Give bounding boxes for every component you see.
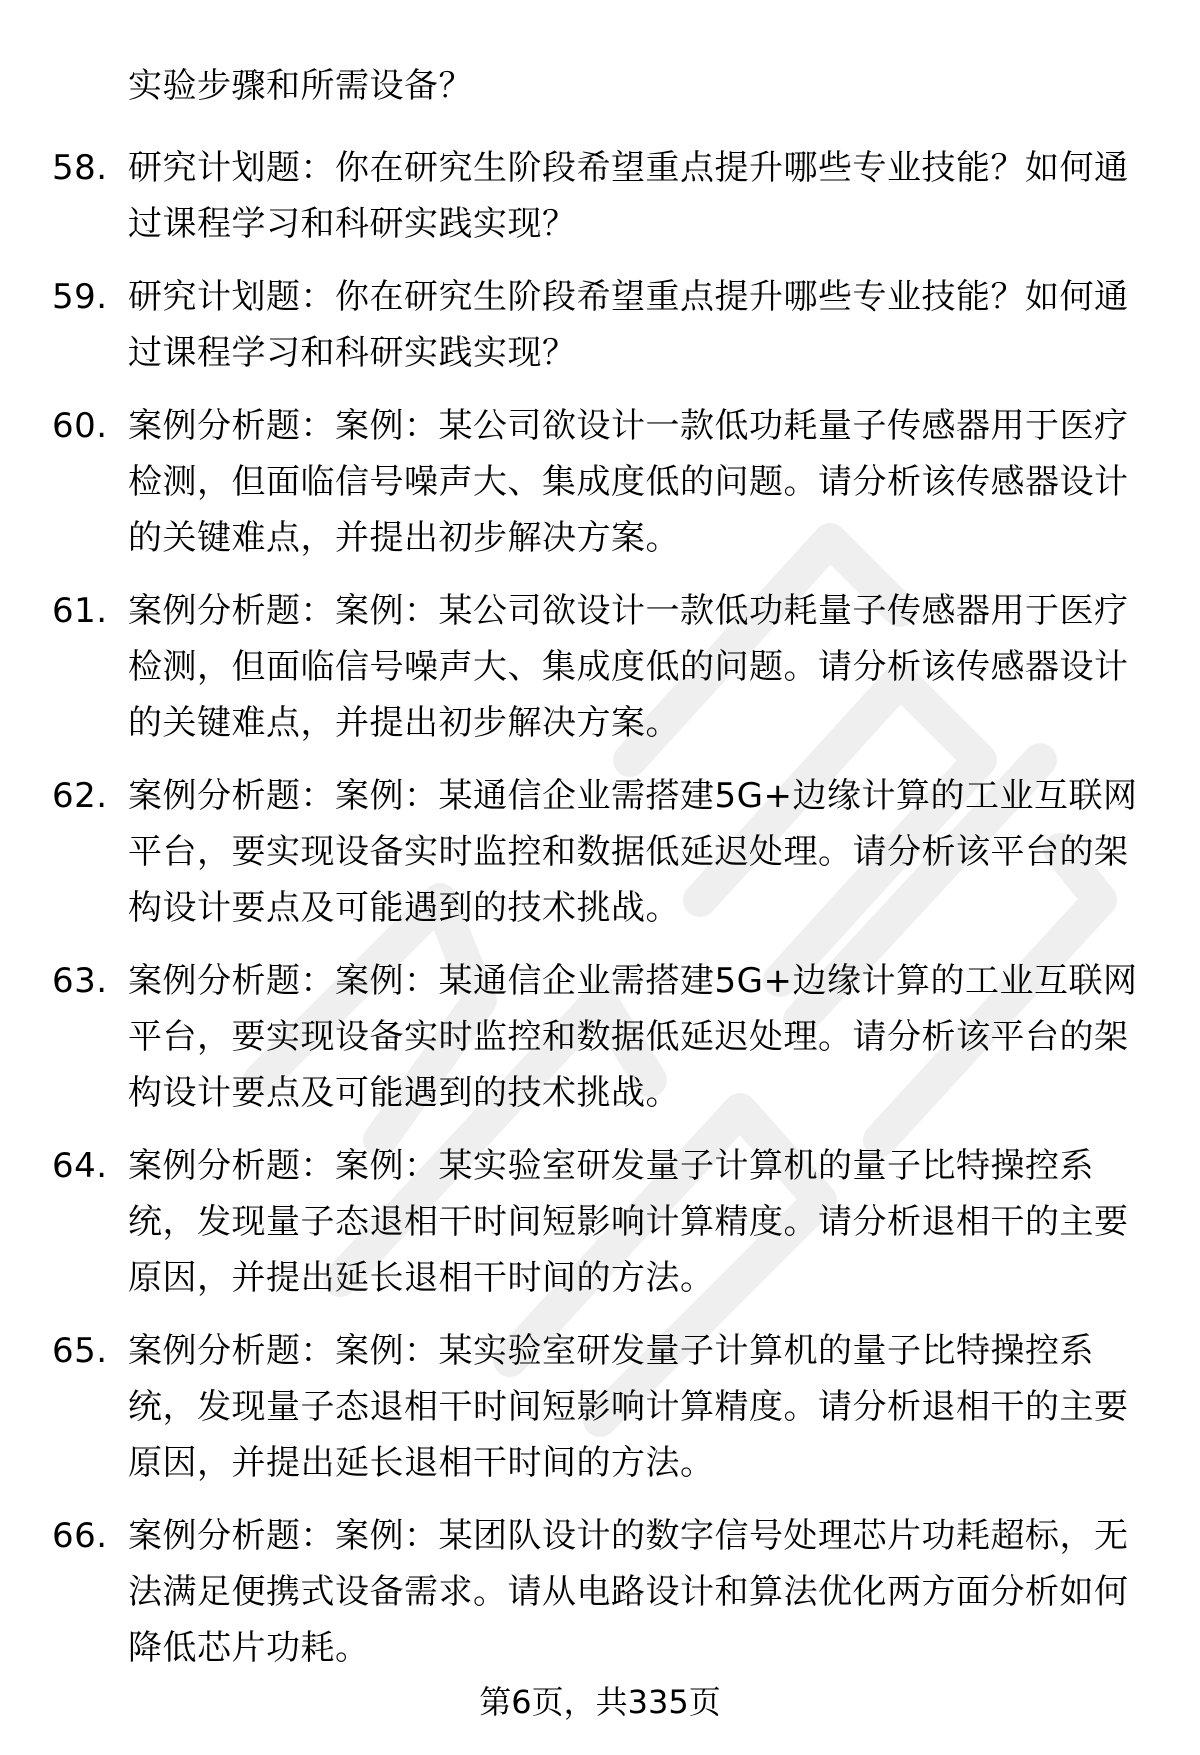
- question-text: 案例分析题：案例：某团队设计的数字信号处理芯片功耗超标，无法满足便携式设备需求。请从电路设计和算法优化两方面分析如何降低芯片功耗。: [128, 1516, 1129, 1668]
- question-text: 案例分析题：案例：某公司欲设计一款低功耗量子传感器用于医疗检测，但面临信号噪声大、集成度低的问题。请分析该传感器设计的关键难点，并提出初步解决方案。: [128, 406, 1129, 558]
- question-item: [52, 398, 1140, 566]
- question-number: 60.: [52, 406, 108, 446]
- question-item: [52, 583, 1140, 751]
- question-text: 案例分析题：案例：某通信企业需搭建5G+边缘计算的工业互联网平台，要实现设备实时监控和数据低延迟处理。请分析该平台的架构设计要点及可能遇到的技术挑战。: [128, 961, 1138, 1113]
- question-text: 案例分析题：案例：某公司欲设计一款低功耗量子传感器用于医疗检测，但面临信号噪声大、集成度低的问题。请分析该传感器设计的关键难点，并提出初步解决方案。: [128, 591, 1129, 743]
- question-text: 研究计划题：你在研究生阶段希望重点提升哪些专业技能？如何通过课程学习和科研实践实现？: [128, 148, 1129, 244]
- question-number: 65.: [52, 1331, 108, 1371]
- question-number: 58.: [52, 148, 108, 188]
- question-text: 研究计划题：你在研究生阶段希望重点提升哪些专业技能？如何通过课程学习和科研实践实现？: [128, 277, 1129, 373]
- question-item: [52, 269, 1140, 381]
- question-number: 66.: [52, 1516, 108, 1556]
- question-item: [52, 953, 1140, 1121]
- question-number: 64.: [52, 1146, 108, 1186]
- question-text: 案例分析题：案例：某实验室研发量子计算机的量子比特操控系统，发现量子态退相干时间短影响计算精度。请分析退相干的主要原因，并提出延长退相干时间的方法。: [128, 1331, 1129, 1483]
- question-item: [52, 1138, 1140, 1306]
- question-text: 案例分析题：案例：某实验室研发量子计算机的量子比特操控系统，发现量子态退相干时间短影响计算精度。请分析退相干的主要原因，并提出延长退相干时间的方法。: [128, 1146, 1129, 1298]
- question-number: 59.: [52, 277, 108, 317]
- question-number: 62.: [52, 776, 108, 816]
- question-item: [52, 140, 1140, 252]
- continuation-text: 实验步骤和所需设备？: [128, 66, 473, 106]
- question-list: [52, 140, 1140, 1693]
- question-item: [52, 1508, 1140, 1676]
- question-number: 63.: [52, 961, 108, 1001]
- page-number-footer: 第6页，共335页: [479, 1683, 721, 1721]
- question-number: 61.: [52, 591, 108, 631]
- question-item: [52, 1323, 1140, 1491]
- question-text: 案例分析题：案例：某通信企业需搭建5G+边缘计算的工业互联网平台，要实现设备实时监控和数据低延迟处理。请分析该平台的架构设计要点及可能遇到的技术挑战。: [128, 776, 1138, 928]
- question-item: [52, 768, 1140, 936]
